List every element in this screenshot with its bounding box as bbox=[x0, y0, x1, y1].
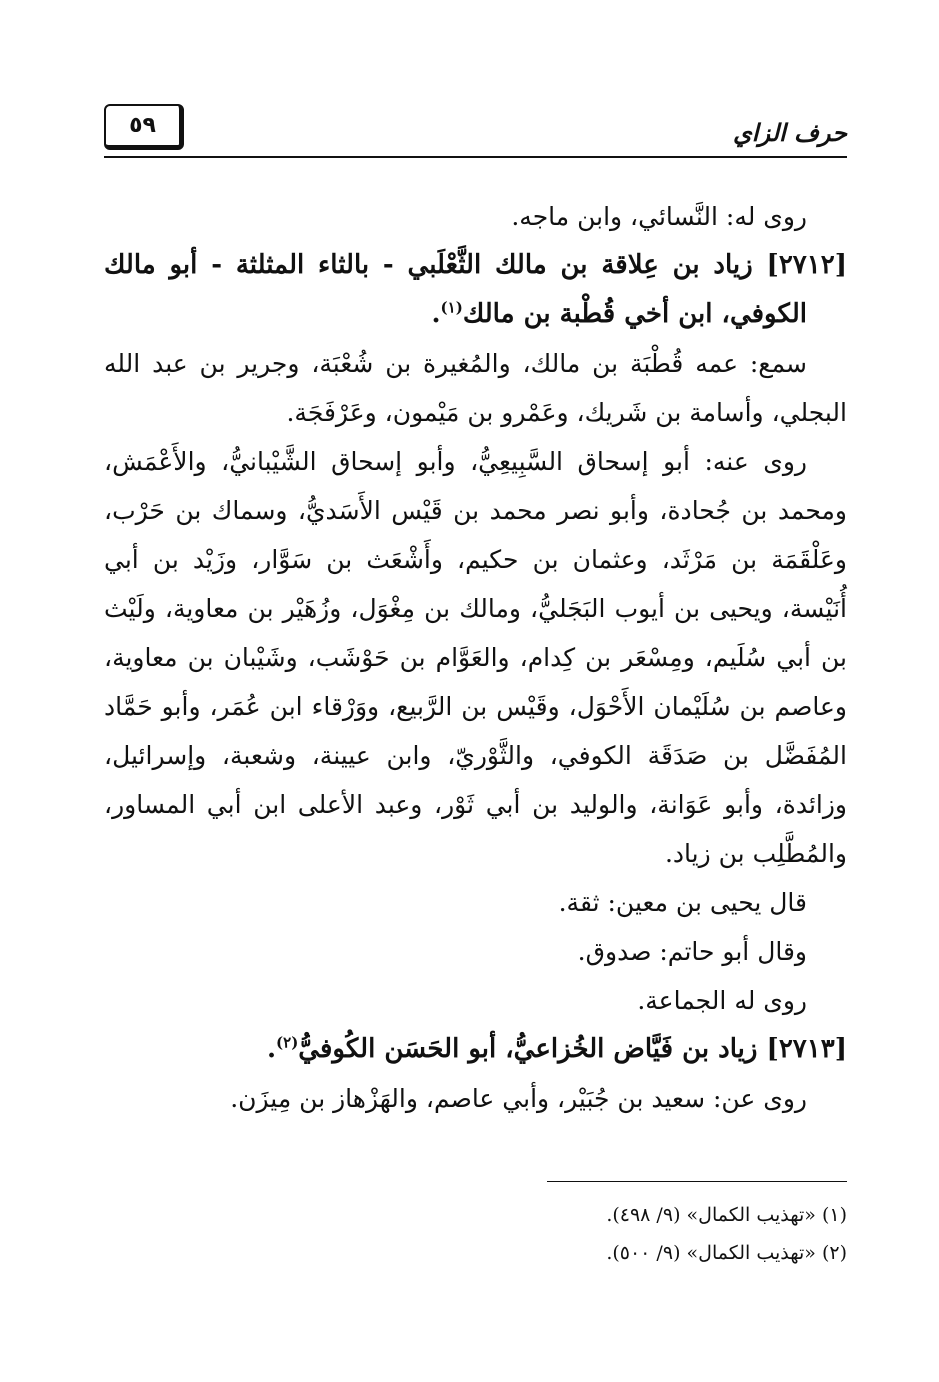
entry-title-2713-end: . bbox=[266, 1034, 277, 1064]
paragraph-qal-abu-hatim: وقال أبو حاتم: صدوق. bbox=[577, 937, 807, 966]
running-head: حرف الزاي bbox=[733, 118, 847, 147]
footnote-ref-1: (١) bbox=[440, 298, 463, 317]
footnote-1: (١) «تهذيب الكمال» (٩/ ٤٩٨). bbox=[606, 1204, 847, 1226]
paragraph-rawa-jamaa: روى له الجماعة. bbox=[637, 986, 807, 1015]
page-number: ٥٩ bbox=[104, 104, 184, 150]
footnote-ref-2: (٢) bbox=[276, 1033, 299, 1052]
header-rule bbox=[104, 156, 847, 158]
paragraph-qal-ibn-main: قال يحيى بن معين: ثقة. bbox=[558, 888, 807, 917]
entry-title-2712: [٢٧١٢] زياد بن عِلاقة بن مالك الثَّعْلَبي - بالثاء المثلثة - أبو مالك الكوفي، ابن أخي قُطْبة بن مالك bbox=[104, 250, 847, 329]
footnotes bbox=[104, 1196, 847, 1272]
paragraph-rawa-lahu: روى له: النَّسائي، وابن ماجه. bbox=[511, 202, 807, 231]
entry-title-2713: [٢٧١٣] زياد بن فَيَّاض الخُزاعيُّ، أبو الحَسَن الكُوفيُّ bbox=[298, 1034, 847, 1064]
paragraph-rawa-an: روى عن: سعيد بن جُبَيْر، وأبي عاصم، والهَزْهاز بن مِيزَن. bbox=[230, 1084, 807, 1113]
entry-heading-2712 bbox=[104, 241, 847, 339]
footnote-2: (٢) «تهذيب الكمال» (٩/ ٥٠٠). bbox=[606, 1242, 847, 1264]
paragraph-rawa-anhu: روى عنه: أبو إسحاق السَّبِيعِيُّ، وأبو إسحاق الشَّيْبانيُّ، والأَعْمَش، ومحمد بن جُحادة، وأبو نصر محمد بن قَيْس الأَسَديُّ، وسماك بن حَرْب، وعَلْقَمَة بن مَرْثَد، وعثمان بن حكيم، وأَشْعَث بن سَوَّار، وزَيْد بن أبي أُنَيْسة، ويحيى بن أيوب البَجَليُّ، ومالك بن مِغْوَل، وزُهَيْر بن معاوية، ولَيْث بن أبي سُلَيم، ومِسْعَر بن كِدام، والعَوَّام بن حَوْشَب، وشَيْبان بن معاوية، وعاصم بن سُلَيْمان الأَحْوَل، وقَيْس بن الرَّبيع، ووَرْقاء ابن عُمَر، وأبو حَمَّاد المُفَضَّل بن صَدَقَة الكوفي، والثَّوْريّ، وابن عيينة، وشعبة، وإسرائيل، وزائدة، وأبو عَوَانة، والوليد بن أبي ثَوْر، وعبد الأعلى ابن أبي المساور، والمُطَّلِب بن زياد. bbox=[104, 447, 847, 868]
main-text bbox=[104, 192, 847, 1123]
entry-title-2712-end: . bbox=[431, 299, 441, 329]
paragraph-sami: سمع: عمه قُطْبَة بن مالك، والمُغيرة بن شُعْبَة، وجرير بن عبد الله البجلي، وأسامة بن شَريك، وعَمْرو بن مَيْمون، وعَرْفَجَة. bbox=[104, 349, 847, 427]
footnote-rule bbox=[547, 1181, 847, 1182]
entry-heading-2713 bbox=[104, 1025, 847, 1074]
